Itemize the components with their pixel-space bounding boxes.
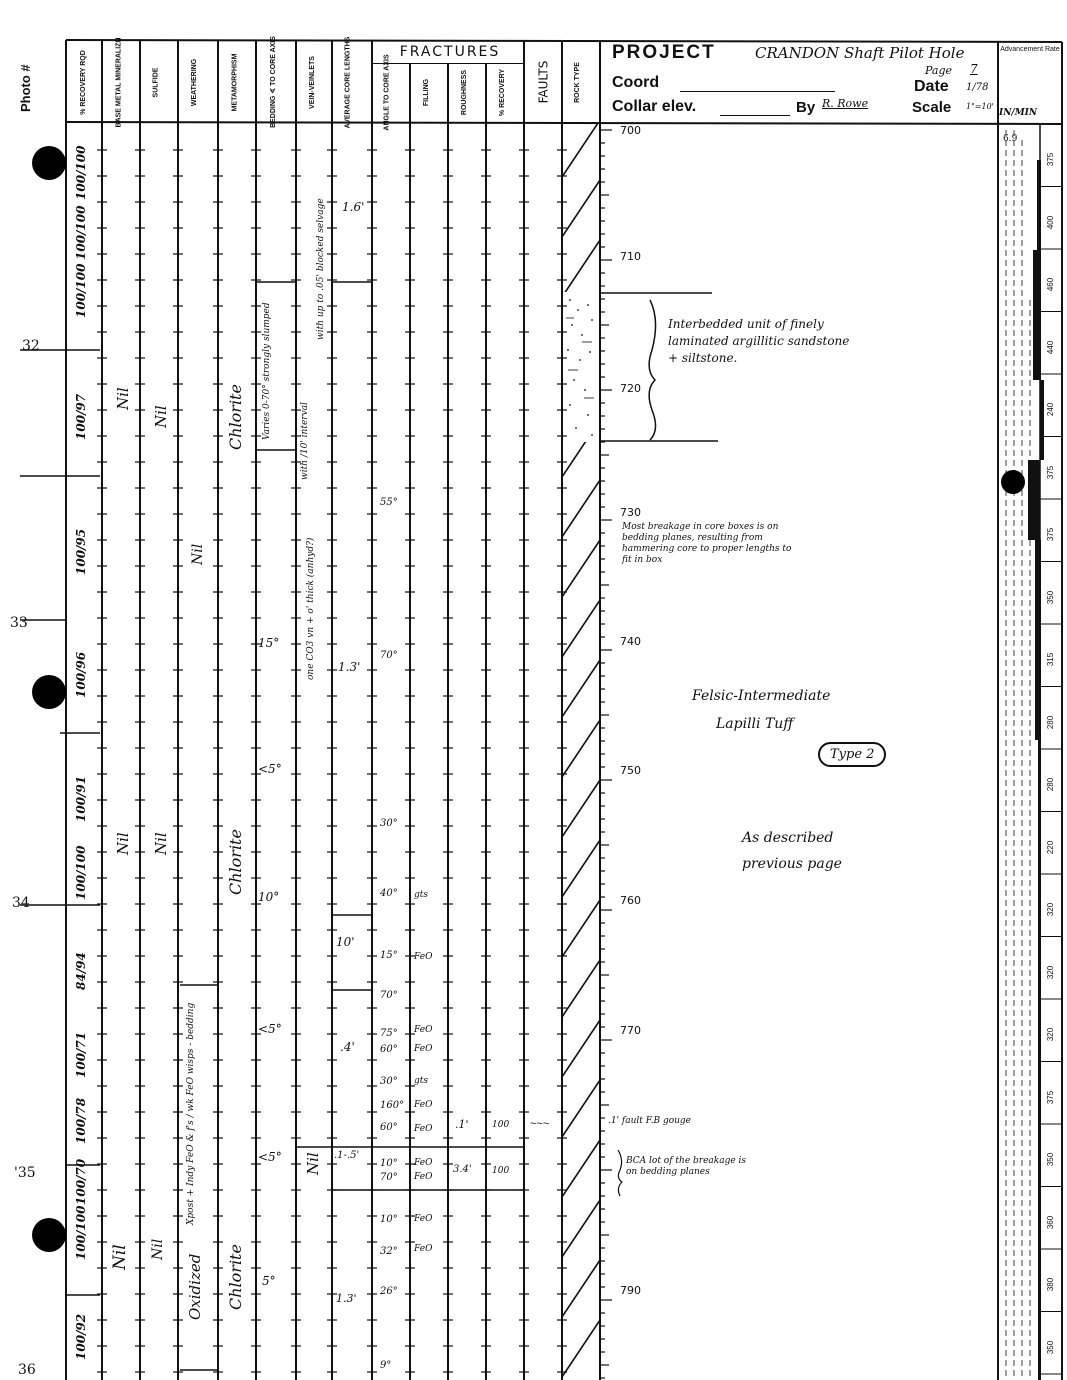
fracture-angle: 70° xyxy=(380,990,398,1001)
project-name: CRANDON Shaft Pilot Hole xyxy=(755,44,965,62)
col-header-core-length: AVERAGE CORE LENGTHS xyxy=(344,36,352,128)
advance-rate: 315 xyxy=(1046,652,1056,667)
fracture-filling: FeO xyxy=(414,1244,433,1254)
core-length: 1.3' xyxy=(338,660,361,674)
col-header-bedding: BEDDING ∢ TO CORE AXIS xyxy=(270,36,278,128)
advance-rate-label: Advancement Rate xyxy=(1000,46,1060,53)
described-note-1: As described xyxy=(742,830,834,846)
core-length: .1-.5' xyxy=(334,1150,360,1161)
recovery-rqd-entry: 100/100 xyxy=(74,263,88,318)
fracture-filling: FeO xyxy=(414,1214,433,1224)
advance-rate: 280 xyxy=(1046,777,1056,792)
depth-label: 770 xyxy=(620,1024,641,1037)
col-header-rock-type: ROCK TYPE xyxy=(573,61,581,103)
fracture-angle: 55° xyxy=(380,497,398,508)
fracture-angle: 30° xyxy=(380,818,398,829)
core-length: 10' xyxy=(336,935,355,949)
bedding-entry: Varies 0-70° strongly slumped xyxy=(262,302,272,440)
fault-roughness: 3.4' xyxy=(453,1164,472,1175)
recovery-rqd-entry: 100/100 xyxy=(74,845,88,900)
fault-note: .1' fault F.B gouge xyxy=(608,1116,692,1126)
photo-number-36: 36 xyxy=(18,1362,36,1378)
recovery-rqd-entry: 100/92 xyxy=(74,1313,88,1360)
vein-entry: Nil xyxy=(304,1152,322,1175)
rock-name-1: Felsic-Intermediate xyxy=(692,688,831,704)
fault-roughness: .1' xyxy=(455,1118,469,1131)
col-header-weathering: WEATHERING xyxy=(191,58,199,106)
fracture-filling: FeO xyxy=(414,1100,433,1110)
fracture-angle: 60° xyxy=(380,1044,398,1055)
advance-rate: 320 xyxy=(1046,1027,1056,1042)
collar-label: Collar elev. xyxy=(612,98,697,115)
sulfide-entry: Nil xyxy=(150,1238,166,1260)
punch-hole-bottom xyxy=(32,1218,66,1252)
fault-recovery: 100 xyxy=(492,1166,510,1176)
advance-rate: 375 xyxy=(1046,465,1056,479)
vein-entry: one CO3 vn + o' thick (anhyd?) xyxy=(306,537,316,680)
recovery-rqd-entry: 100/71 xyxy=(74,1031,88,1078)
advance-rate: 400 xyxy=(1046,215,1056,229)
recovery-rqd-entry: 100/70 xyxy=(74,1158,88,1205)
recovery-rqd-entry: 100/100 xyxy=(74,145,88,200)
fracture-angle: 70° xyxy=(380,650,398,661)
rate-hole xyxy=(1001,470,1025,494)
col-header-recovery: % RECOVERY RQD xyxy=(79,49,87,115)
by-label: By xyxy=(796,99,816,116)
depth-label: 750 xyxy=(620,764,641,777)
fracture-angle: 30° xyxy=(380,1076,398,1087)
scale-value: 1"=10' xyxy=(966,102,994,111)
photo-number-32: 32 xyxy=(22,338,40,354)
recovery-rqd-entry: 100/78 xyxy=(74,1097,88,1144)
rate-unit-label: IN/MIN xyxy=(999,108,1038,118)
weathering-entry: Nil xyxy=(190,543,206,565)
fracture-filling: gts xyxy=(414,1076,428,1086)
page-label: Page xyxy=(925,64,953,77)
advance-rate: 375 xyxy=(1046,527,1056,542)
fracture-angle: 70° xyxy=(380,1172,398,1183)
date-label: Date xyxy=(914,78,949,95)
fractures-header: FRACTURES xyxy=(399,44,501,60)
breakage-note: Most breakage in core boxes is on bedding planes, resulting from hammering core to proper lengths to fit in box xyxy=(622,522,792,565)
core-length: 1.6' xyxy=(342,200,365,214)
date-value: 1/78 xyxy=(966,82,989,93)
bedding-entry: 10° xyxy=(258,890,280,904)
punch-hole-top xyxy=(32,146,66,180)
advance-rate: 220 xyxy=(1046,840,1056,854)
fracture-angle: 160° xyxy=(380,1100,405,1111)
coord-label: Coord xyxy=(612,74,660,91)
base-metal-entry: Nil xyxy=(114,387,132,410)
depth-label: 740 xyxy=(620,635,641,648)
advance-rate: 360 xyxy=(1046,1215,1056,1229)
punch-hole-middle xyxy=(32,675,66,709)
depth-label: 700 xyxy=(620,124,641,137)
interbedded-note: Interbedded unit of finely laminated argillitic sandstone + siltstone. xyxy=(668,317,850,365)
metamorphism-entry: Chlorite xyxy=(226,829,245,895)
vein-entry: with /10' interval xyxy=(300,402,310,480)
fracture-angle: 32° xyxy=(380,1246,398,1257)
scale-label: Scale xyxy=(912,99,952,116)
recovery-rqd-entry: 100/100 xyxy=(74,1205,88,1260)
sulfide-entry: Nil xyxy=(152,405,170,428)
advance-rate: 280 xyxy=(1046,715,1056,729)
described-note-2: previous page xyxy=(742,856,842,872)
bedding-entry: <5° xyxy=(258,1022,282,1036)
depth-label: 760 xyxy=(620,894,641,907)
fracture-angle: 10° xyxy=(380,1214,398,1225)
core-length: .4' xyxy=(340,1040,355,1054)
advance-rate: 380 xyxy=(1046,1277,1056,1292)
fracture-angle: 10° xyxy=(380,1158,398,1169)
recovery-rqd-entry: 100/96 xyxy=(74,651,88,698)
col-header-angle: ANGLE TO CORE AXIS xyxy=(383,53,391,131)
advance-rate: 240 xyxy=(1046,402,1056,417)
advance-rate: 350 xyxy=(1046,1152,1056,1167)
fracture-filling: FeO xyxy=(414,1044,433,1054)
bedding-entry: 15° xyxy=(258,636,280,650)
fracture-filling: FeO xyxy=(414,1124,433,1134)
photo-label: Photo # xyxy=(18,64,33,112)
first-rate: 6.9 xyxy=(1003,134,1018,144)
col-header-roughness: ROUGHNESS xyxy=(461,69,469,115)
fracture-filling: FeO xyxy=(414,1158,433,1168)
vein-entry: with up to .05' blocked selvage xyxy=(316,198,326,340)
fracture-angle: 15° xyxy=(380,950,398,961)
fracture-filling: FeO xyxy=(414,1172,433,1182)
type-badge: Type 2 xyxy=(818,742,886,767)
page-number: 7 xyxy=(970,62,978,76)
col-header-metamorphism: METAMORPHISM xyxy=(231,53,239,111)
project-title: PROJECT xyxy=(612,42,716,63)
fault-mark: ~~~ xyxy=(530,1118,550,1130)
core-length: 1.3' xyxy=(336,1292,357,1305)
fracture-angle: 75° xyxy=(380,1028,398,1039)
fracture-angle: 40° xyxy=(380,888,398,899)
depth-label: 730 xyxy=(620,506,641,519)
recovery-rqd-entry: 100/100 xyxy=(74,205,88,260)
fracture-filling: FeO xyxy=(414,1025,433,1035)
fracture-angle: 26° xyxy=(380,1286,398,1297)
fracture-angle: 9° xyxy=(380,1360,392,1371)
advance-rate: 375 xyxy=(1046,1090,1056,1104)
advance-rate: 320 xyxy=(1046,965,1056,979)
advance-rate: 350 xyxy=(1046,1340,1056,1354)
rock-name-2: Lapilli Tuff xyxy=(716,716,794,732)
fracture-filling: FeO xyxy=(414,952,433,962)
metamorphism-entry: Chlorite xyxy=(226,1244,245,1310)
recovery-rqd-entry: 100/91 xyxy=(74,775,88,822)
col-header-base-metal: BASE METAL MINERALIZN xyxy=(115,37,123,127)
metamorphism-entry: Chlorite xyxy=(226,384,245,450)
col-header-filling: FILLING xyxy=(423,78,431,106)
recovery-rqd-entry: 100/95 xyxy=(74,528,88,575)
col-header-vein: VEIN-VEINLETS xyxy=(308,55,316,109)
sulfide-entry: Nil xyxy=(152,832,170,855)
fault-recovery: 100 xyxy=(492,1120,510,1130)
bca-note: BCA lot of the breakage is on bedding planes xyxy=(626,1156,747,1177)
fracture-filling: gts xyxy=(414,890,428,900)
photo-number-35: '35 xyxy=(14,1165,36,1181)
recovery-rqd-entry: 84/94 xyxy=(74,952,88,990)
by-value: R. Rowe xyxy=(822,97,869,110)
advance-rate: 460 xyxy=(1046,277,1056,292)
advance-rate: 375 xyxy=(1046,152,1056,167)
photo-number-33: 33 xyxy=(10,615,28,631)
base-metal-entry: Nil xyxy=(114,832,132,855)
recovery-rqd-entry: 100/97 xyxy=(74,393,88,440)
col-header-sulfide: SULFIDE xyxy=(152,67,160,97)
base-metal-entry: Nil xyxy=(110,1244,130,1270)
col-header-frac-recovery: % RECOVERY xyxy=(499,68,507,116)
bedding-entry: 5° xyxy=(262,1274,276,1288)
fracture-angle: 60° xyxy=(380,1122,398,1133)
depth-label: 720 xyxy=(620,382,641,395)
col-header-faults: FAULTS xyxy=(536,60,550,104)
depth-label: 710 xyxy=(620,250,641,263)
advance-rate: 320 xyxy=(1046,902,1056,917)
bedding-entry: <5° xyxy=(258,762,282,776)
depth-label: 790 xyxy=(620,1284,641,1297)
weathering-entry: Xpost + Indy FeO & f's / wk FeO wisps - bedding xyxy=(186,1002,196,1225)
photo-number-34: 34 xyxy=(12,895,30,911)
weathering-entry: Oxidized xyxy=(186,1253,204,1320)
advance-rate: 350 xyxy=(1046,590,1056,604)
bedding-entry: <5° xyxy=(258,1150,282,1164)
advance-rate: 440 xyxy=(1046,340,1056,354)
